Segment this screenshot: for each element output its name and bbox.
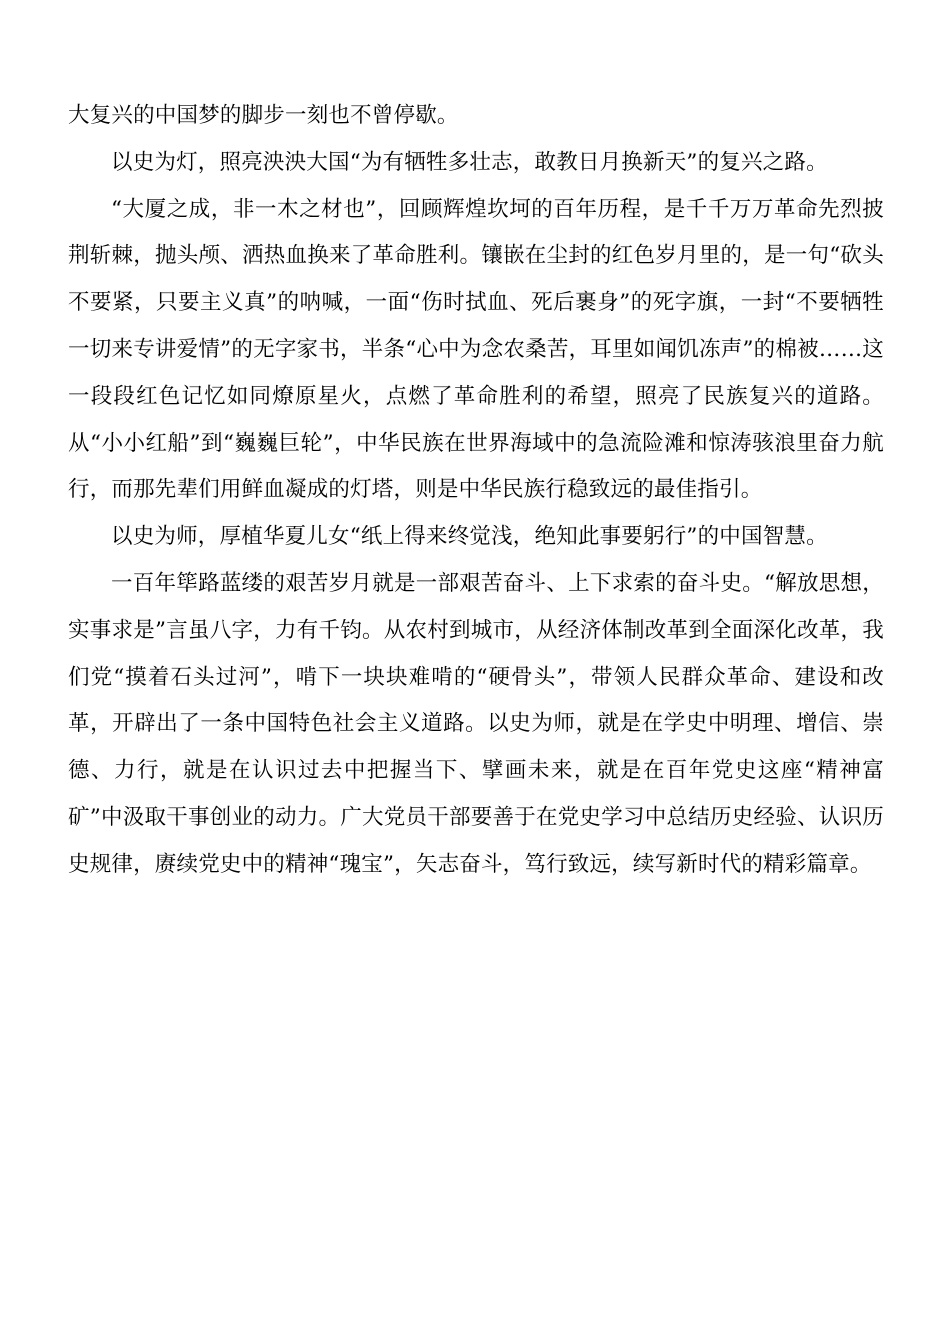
paragraph-struggle-history: 一百年筚路蓝缕的艰苦岁月就是一部艰苦奋斗、上下求索的奋斗史。“解放思想，实事求是”言虽八字，力有千钧。从农村到城市，从经济体制改革到全面深化改革，我们党“摸着石头过河”，啃下一块块难啃的“硬骨头”，带领人民群众革命、建设和改革，开辟出了一条中国特色社会主义道路。以史为师，就是在学史中明理、增信、崇德、力行，就是在认识过去中把握当下、擘画未来，就是在百年党史这座“精神富矿”中汲取干事创业的动力。广大党员干部要善于在党史学习中总结历史经验、认识历史规律，赓续党史中的精神“瑰宝”，矢志奋斗，笃行致远，续写新时代的精彩篇章。 [68, 570, 884, 877]
paragraph-revolutionary-martyrs: “大厦之成，非一木之材也”，回顾辉煌坎坷的百年历程，是千千万万革命先烈披荆斩棘，抛头颅、洒热血换来了革命胜利。镶嵌在尘封的红色岁月里的，是一句“砍头不要紧，只要主义真”的呐喊，一面“伤时拭血、死后裹身”的死字旗，一封“不要牺牲一切来专讲爱情”的无字家书，半条“心中为念农桑苦，耳里如闻饥冻声”的棉被……这一段段红色记忆如同燎原星火，点燃了革命胜利的希望，照亮了民族复兴的道路。从“小小红船”到“巍巍巨轮”，中华民族在世界海域中的急流险滩和惊涛骇浪里奋力航行，而那先辈们用鲜血凝成的灯塔，则是中华民族行稳致远的最佳指引。 [68, 196, 884, 503]
paragraph-history-as-lamp: 以史为灯，照亮泱泱大国“为有牺牲多壮志，敢教日月换新天”的复兴之路。 [111, 149, 828, 175]
paragraph-continuation: 大复兴的中国梦的脚步一刻也不曾停歇。 [68, 103, 459, 128]
paragraph-history-as-teacher: 以史为师，厚植华夏儿女“纸上得来终觉浅，绝知此事要躬行”的中国智慧。 [111, 524, 828, 550]
document-body [68, 93, 884, 889]
